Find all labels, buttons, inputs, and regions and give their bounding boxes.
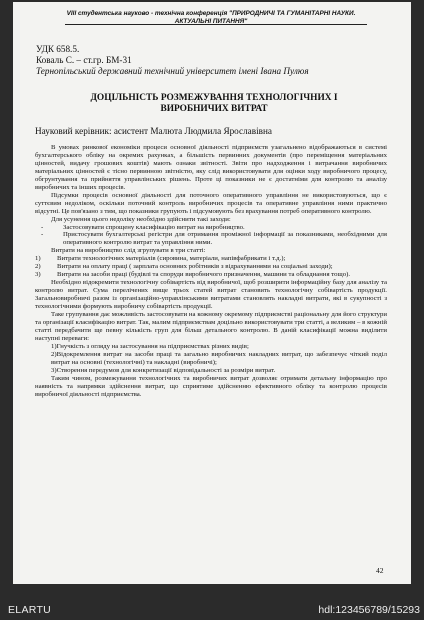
advantage-item: 3)Створення передумов для конкретизації відповідальності за розміри витрат. bbox=[51, 366, 276, 374]
handle-identifier: hdl:123456789/15293 bbox=[318, 604, 420, 616]
list-marker: 3) bbox=[35, 271, 41, 279]
paper-body bbox=[35, 144, 387, 399]
list-text: Витрати на оплату праці ( зарплата основних робітників з відрахуваннями на соціальні заходи); bbox=[57, 263, 333, 271]
conference-header bbox=[35, 10, 387, 25]
repository-label: ELARTU bbox=[8, 604, 52, 616]
paper-title bbox=[53, 93, 375, 115]
conference-header-line2: АКТУАЛЬНІ ПИТАННЯ" bbox=[174, 17, 248, 25]
paper-page bbox=[13, 2, 411, 584]
header-divider bbox=[65, 24, 367, 25]
paper-title-line1: ДОЦІЛЬНІСТЬ РОЗМЕЖУВАННЯ ТЕХНОЛОГІЧНИХ І bbox=[90, 93, 338, 103]
paragraph-6: Таке групування дає можливість застосовувати на кожному окремому підприємстві раціональну для його структури та організації класифікацію витрат. Так, малим підприємствам доцільно використовувати три статті, а великим – в кожній статті передбачити ще певну кількість груп для більш детального контролю. В даній класифікації можна виділити наступні переваги: bbox=[35, 311, 387, 342]
supervisor-line: Науковий керівник: асистент Малюта Людмила Ярославівна bbox=[35, 126, 272, 136]
paragraph-1: В умовах ринкової економіки процеси основної діяльності підприємств узагальнено відображаються в системі бухгалтерського обліку на окремих рахунках, а більшість первинних документів (про переміщення матеріальних цінностей, видачу грошових коштів) мають ознаки звітності. Звіти про надходження і витрачання виробничих матеріальних цінностей є тісно первинною звітністю, яку слід використовувати для оцінки ходу виробничого процесу, обгрунтування та прийняття управлінських рішень. Проте ці показники не є достатніми для контролю та аналізу виробничих та інших процесів. bbox=[35, 144, 387, 191]
list-item bbox=[35, 255, 387, 263]
paragraph-5: Необхідно відокремити технологічну собівартість від виробничої, щоб розширити інформаційну базу для аналізу та контролю витрат. Сума перелічених вище трьох статей витрат становить технологічну собівартість продукції. Загальновиробничі разом із організаційно-управлінськими витратами становлять накладні витрати, які в сукупності з технологічними формують виробничу собівартість продукції. bbox=[35, 279, 387, 311]
list-marker: 1) bbox=[35, 255, 41, 263]
paragraph-2: Підсумки процесів основної діяльності для поточного оперативного управління не використовуються, що є суттєвим недоліком, оскільки поточний контроль виробничих процесів та оперативне управління ними практично відсутні. Це пов'язано з тим, що показники групують і підсумовують без врахування потреб оперативного контролю. bbox=[35, 191, 387, 215]
list-item bbox=[35, 224, 387, 232]
page-number: 42 bbox=[376, 566, 384, 575]
udk-code: УДК 658.5. bbox=[36, 44, 80, 54]
paper-title-line2: ВИРОБНИЧИХ ВИТРАТ bbox=[160, 103, 268, 114]
list-item bbox=[35, 263, 387, 271]
list-text: Застосовувати спрощену класифікацію витрат на виробництво. bbox=[63, 223, 245, 231]
list-marker: 2) bbox=[35, 263, 41, 271]
paragraph-3: Для усунення цього недоліку необхідно здійснити такі заходи: bbox=[51, 215, 231, 223]
paragraph-7: Таким чином, розмежування технологічних та виробничих витрат дозволяє отримати детальну інформацію про наявність та напрямки здійснення витрат, що сприятиме здійсненню ефективного обліку та контролю процесів виробничої діяльності підприємства. bbox=[35, 374, 387, 398]
list-text: Витрати технологічних матеріалів (сировина, матеріали, напівфабрикати і т.д.); bbox=[57, 255, 286, 263]
advantage-item: 1)Гнучкість з огляду на застосування на підприємствах різних видів; bbox=[51, 342, 249, 350]
advantage-item: 2)Відокремлення витрат на засоби праці та загально виробничих накладних витрат, що забезпечує чіткий поділ витрат на основні (технологічні) та накладні (виробничі); bbox=[51, 350, 387, 366]
list-marker: - bbox=[41, 231, 44, 239]
list-text: Пристосувати бухгалтерські регістри для отримання проміжної інформації за показниками, необхідними для оперативного контролю витрат та управління ними. bbox=[63, 231, 387, 247]
list-marker: - bbox=[41, 223, 44, 231]
list-item bbox=[35, 231, 387, 247]
list-item bbox=[35, 271, 387, 279]
paragraph-4: Витрати на виробництво слід згрупувати в три статті: bbox=[51, 247, 206, 255]
university-line: Тернопільський державний технічний університет імені Івана Пулюя bbox=[36, 66, 309, 76]
conference-header-line1: VIII студентська науково - технічна конференція "ПРИРОДНИЧІ ТА ГУМАНІТАРНІ НАУКИ. bbox=[66, 10, 356, 17]
list-text: Витрати на засоби праці (будівлі та споруди виробничого призначення, машини та обладнання тощо). bbox=[57, 271, 351, 279]
author-line: Коваль С. – ст.гр. БМ-31 bbox=[36, 55, 132, 65]
